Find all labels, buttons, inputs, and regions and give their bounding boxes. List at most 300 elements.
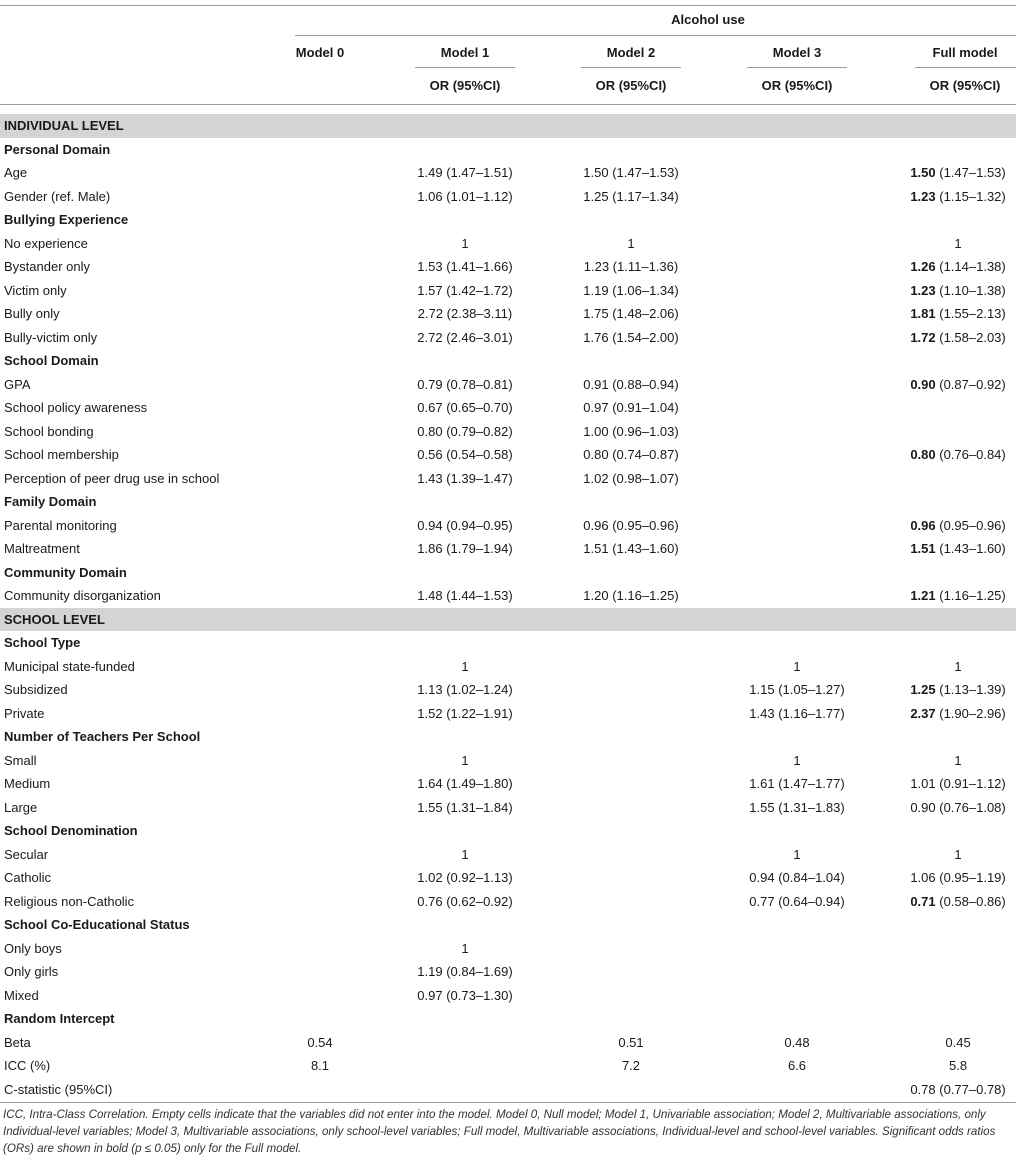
spacer [375, 890, 400, 914]
cell-model1: 1.13 (1.02–1.24) [417, 682, 513, 698]
or-ci: 1 [954, 658, 962, 674]
spacer [375, 584, 400, 608]
group-header-row [0, 138, 1016, 162]
cell-full-model [900, 890, 1016, 914]
table-row [0, 890, 1016, 914]
spacer [530, 537, 566, 561]
cell-full-model [900, 326, 1016, 350]
cell-full-model [900, 514, 1016, 538]
cell-full-model [900, 1031, 1016, 1055]
cell-model1: 2.72 (2.46–3.01) [417, 329, 513, 345]
spacer [530, 467, 566, 491]
cell-model1: 0.80 (0.79–0.82) [417, 423, 513, 439]
cell-model0 [265, 279, 375, 303]
cell-model0 [265, 655, 375, 679]
cell-model1: 1.55 (1.31–1.84) [417, 799, 513, 815]
cell-full-model [900, 843, 1016, 867]
table-row [0, 302, 1016, 326]
or-ci: 0.78 (0.77–0.78) [910, 1081, 1006, 1097]
cell-model0 [265, 796, 375, 820]
spacer [696, 255, 732, 279]
spacer [696, 749, 732, 773]
table-row [0, 420, 1016, 444]
results-table [0, 114, 1016, 1101]
group-label: Family Domain [4, 494, 97, 510]
spacer [696, 866, 732, 890]
spacer [530, 678, 566, 702]
cell-model1: 1.43 (1.39–1.47) [417, 470, 513, 486]
cell-model3 [732, 420, 862, 444]
spacer [862, 749, 900, 773]
cell-model0: 8.1 [310, 1058, 330, 1074]
cell-model3: 6.6 [787, 1058, 807, 1074]
cell-model2: 1.51 (1.43–1.60) [583, 541, 679, 557]
spacer [696, 302, 732, 326]
cell-model0 [265, 255, 375, 279]
spacer [696, 843, 732, 867]
cell-model1: 1.48 (1.44–1.53) [417, 588, 513, 604]
group-header-row [0, 819, 1016, 843]
cell-model3 [732, 373, 862, 397]
spacer [530, 749, 566, 773]
spacer [375, 984, 400, 1008]
spacer [375, 373, 400, 397]
cell-model3 [732, 937, 862, 961]
or-ci: (1.10–1.38) [935, 282, 1006, 298]
cell-model2: 1.00 (0.96–1.03) [583, 423, 679, 439]
spacer [862, 185, 900, 209]
spacer [375, 866, 400, 890]
cell-model2 [566, 678, 696, 702]
cell-model1: 1.49 (1.47–1.51) [417, 165, 513, 181]
cell-model1 [400, 1078, 530, 1102]
row-label: Mixed [4, 987, 39, 1003]
spacer [696, 1078, 732, 1102]
cell-model1: 1.57 (1.42–1.72) [417, 282, 513, 298]
or-ci: 0.45 [945, 1034, 971, 1050]
spacer [530, 890, 566, 914]
spacer [530, 185, 566, 209]
or-ci: (1.13–1.39) [935, 682, 1006, 698]
cell-model1: 0.67 (0.65–0.70) [417, 400, 513, 416]
table-row [0, 937, 1016, 961]
or-ci: (1.16–1.25) [935, 588, 1006, 604]
row-label: Catholic [4, 870, 51, 886]
cell-model2: 1.75 (1.48–2.06) [583, 306, 679, 322]
spacer [696, 232, 732, 256]
table-row [0, 396, 1016, 420]
cell-model0 [265, 866, 375, 890]
group-header-underline [295, 35, 1016, 36]
significant-or: 1.51 [910, 541, 936, 557]
spacer [862, 702, 900, 726]
row-label: Victim only [4, 282, 67, 298]
cell-model2: 1.23 (1.11–1.36) [583, 259, 679, 275]
spacer [696, 467, 732, 491]
cell-full-model [900, 1054, 1016, 1078]
significant-or: 0.96 [910, 517, 936, 533]
cell-model1: 0.79 (0.78–0.81) [417, 376, 513, 392]
spacer [862, 960, 900, 984]
cell-full-model [900, 373, 1016, 397]
cell-model2 [566, 772, 696, 796]
cell-model0 [265, 396, 375, 420]
spacer [530, 1054, 566, 1078]
group-header-alcohol-use: Alcohol use [671, 12, 745, 27]
spacer [530, 302, 566, 326]
significant-or: 1.23 [910, 282, 936, 298]
model1-underline [415, 67, 515, 68]
group-header-row [0, 208, 1016, 232]
spacer [696, 326, 732, 350]
cell-model2: 0.80 (0.74–0.87) [583, 447, 679, 463]
cell-full-model [900, 796, 1016, 820]
table-row [0, 772, 1016, 796]
cell-model1 [400, 1031, 530, 1055]
table-row [0, 185, 1016, 209]
column-header-model2: Model 2 [606, 45, 656, 60]
cell-full-model [900, 185, 1016, 209]
cell-model1: 0.97 (0.73–1.30) [417, 987, 513, 1003]
cell-full-model [900, 467, 1016, 491]
cell-model1: 1.53 (1.41–1.66) [417, 259, 513, 275]
cell-full-model [900, 937, 1016, 961]
cell-model1: 1 [461, 235, 469, 251]
cell-model2: 7.2 [621, 1058, 641, 1074]
cell-model1: 1 [461, 752, 469, 768]
cell-model3: 0.77 (0.64–0.94) [749, 893, 845, 909]
table-row [0, 537, 1016, 561]
row-label: Parental monitoring [4, 517, 117, 533]
or-ci: 5.8 [949, 1058, 968, 1074]
row-label: Only girls [4, 964, 59, 980]
cell-model1: 1.86 (1.79–1.94) [417, 541, 513, 557]
column-header-model1: Model 1 [440, 45, 490, 60]
spacer [862, 1031, 900, 1055]
spacer [696, 185, 732, 209]
spacer [696, 702, 732, 726]
spacer [375, 772, 400, 796]
group-label: School Type [4, 635, 81, 651]
cell-full-model [900, 960, 1016, 984]
cell-model1: 1.64 (1.49–1.80) [417, 776, 513, 792]
spacer [375, 185, 400, 209]
significant-or: 1.72 [910, 329, 936, 345]
cell-model3 [732, 396, 862, 420]
significant-or: 2.37 [910, 705, 936, 721]
spacer [530, 702, 566, 726]
group-header-row [0, 913, 1016, 937]
cell-model2 [566, 937, 696, 961]
row-label: No experience [4, 235, 88, 251]
or-ci: (0.76–0.84) [935, 447, 1006, 463]
cell-model3: 1 [793, 658, 801, 674]
section-header-row [0, 114, 1016, 138]
spacer [530, 772, 566, 796]
cell-model3 [732, 514, 862, 538]
spacer [530, 984, 566, 1008]
table-row [0, 326, 1016, 350]
cell-model3 [732, 302, 862, 326]
significant-or: 1.50 [910, 165, 936, 181]
cell-model3: 1 [793, 752, 801, 768]
column-header-full-model: Full model [932, 45, 998, 60]
or-ci: 1 [954, 752, 962, 768]
spacer [530, 514, 566, 538]
group-label: Community Domain [4, 564, 127, 580]
row-label: Bully only [4, 306, 60, 322]
cell-model0 [265, 537, 375, 561]
spacer [696, 655, 732, 679]
cell-full-model [900, 584, 1016, 608]
group-label: School Denomination [4, 823, 138, 839]
cell-model1: 1 [461, 846, 469, 862]
table-row [0, 514, 1016, 538]
cell-full-model [900, 655, 1016, 679]
spacer [696, 984, 732, 1008]
spacer [375, 1054, 400, 1078]
cell-model0 [265, 960, 375, 984]
spacer [862, 937, 900, 961]
spacer [375, 443, 400, 467]
cell-model3 [732, 537, 862, 561]
or-ci: 1.06 (0.95–1.19) [910, 870, 1006, 886]
cell-model1: 1.19 (0.84–1.69) [417, 964, 513, 980]
cell-full-model [900, 232, 1016, 256]
table-row [0, 232, 1016, 256]
model2-underline [581, 67, 681, 68]
table-row [0, 984, 1016, 1008]
spacer [530, 1031, 566, 1055]
section-header-row [0, 608, 1016, 632]
spacer [862, 843, 900, 867]
cell-model0 [265, 467, 375, 491]
significant-or: 1.21 [910, 588, 936, 604]
row-label: Municipal state-funded [4, 658, 135, 674]
spacer [375, 655, 400, 679]
spacer [696, 1031, 732, 1055]
or-ci: (1.90–2.96) [935, 705, 1006, 721]
cell-model3: 1.15 (1.05–1.27) [749, 682, 845, 698]
table-row [0, 866, 1016, 890]
spacer [696, 890, 732, 914]
table-row [0, 1054, 1016, 1078]
cell-model1: 0.94 (0.94–0.95) [417, 517, 513, 533]
cell-model2: 1.76 (1.54–2.00) [583, 329, 679, 345]
spacer [375, 537, 400, 561]
spacer [530, 584, 566, 608]
full-underline [915, 67, 1016, 68]
table-row [0, 443, 1016, 467]
row-label: Subsidized [4, 682, 68, 698]
cell-model2: 1.02 (0.98–1.07) [583, 470, 679, 486]
spacer [530, 279, 566, 303]
row-label: Community disorganization [4, 588, 161, 604]
spacer [862, 420, 900, 444]
spacer [530, 796, 566, 820]
cell-model0 [265, 749, 375, 773]
header-bottom-rule [0, 104, 1016, 105]
spacer [696, 796, 732, 820]
spacer [530, 373, 566, 397]
row-label: School bonding [4, 423, 94, 439]
spacer [530, 232, 566, 256]
cell-model3: 1 [793, 846, 801, 862]
cell-model0 [265, 702, 375, 726]
cell-model2 [566, 702, 696, 726]
or-ci: (1.55–2.13) [935, 306, 1006, 322]
row-label: Only boys [4, 940, 62, 956]
cell-model0 [265, 584, 375, 608]
cell-model0 [265, 373, 375, 397]
row-label: Gender (ref. Male) [4, 188, 111, 204]
spacer [375, 843, 400, 867]
cell-model3 [732, 984, 862, 1008]
significant-or: 1.23 [910, 188, 936, 204]
table-row [0, 655, 1016, 679]
spacer [862, 232, 900, 256]
cell-model3: 0.48 [784, 1034, 810, 1050]
or-ci: (1.14–1.38) [935, 259, 1006, 275]
spacer [375, 1031, 400, 1055]
row-label: Large [4, 799, 38, 815]
section-label: INDIVIDUAL LEVEL [0, 114, 1016, 138]
spacer [696, 161, 732, 185]
section-label: SCHOOL LEVEL [0, 608, 1016, 632]
row-label: ICC (%) [4, 1058, 51, 1074]
cell-model0 [265, 161, 375, 185]
significant-or: 1.26 [910, 259, 936, 275]
row-label: Bystander only [4, 259, 90, 275]
spacer [375, 326, 400, 350]
spacer [375, 678, 400, 702]
spacer [696, 1054, 732, 1078]
column-header-model3: Model 3 [772, 45, 822, 60]
table-row [0, 255, 1016, 279]
group-label: Personal Domain [4, 141, 111, 157]
spacer [862, 984, 900, 1008]
cell-model0 [265, 232, 375, 256]
table-row [0, 1078, 1016, 1102]
table-row [0, 161, 1016, 185]
spacer [530, 866, 566, 890]
or-ci: (0.87–0.92) [935, 376, 1006, 392]
spacer [696, 678, 732, 702]
cell-model1: 1.02 (0.92–1.13) [417, 870, 513, 886]
cell-model2 [566, 890, 696, 914]
spacer [696, 937, 732, 961]
spacer [696, 373, 732, 397]
spacer [530, 960, 566, 984]
cell-model1: 1 [461, 940, 469, 956]
cell-model1: 0.76 (0.62–0.92) [417, 893, 513, 909]
cell-model2 [566, 866, 696, 890]
spacer [862, 1054, 900, 1078]
spacer [530, 443, 566, 467]
or-ci: (0.58–0.86) [935, 893, 1006, 909]
cell-model0 [265, 937, 375, 961]
cell-model3 [732, 232, 862, 256]
cell-full-model [900, 396, 1016, 420]
spacer [862, 255, 900, 279]
table-row [0, 702, 1016, 726]
group-header-row [0, 1007, 1016, 1031]
cell-model1: 0.56 (0.54–0.58) [417, 447, 513, 463]
spacer [696, 279, 732, 303]
spacer [862, 866, 900, 890]
table-row [0, 960, 1016, 984]
spacer [862, 796, 900, 820]
spacer [375, 960, 400, 984]
cell-model0 [265, 890, 375, 914]
spacer [530, 326, 566, 350]
row-label: Perception of peer drug use in school [4, 470, 220, 486]
spacer [375, 255, 400, 279]
cell-model2: 0.51 [618, 1034, 644, 1050]
row-label: Secular [4, 846, 49, 862]
cell-model3: 1.55 (1.31–1.83) [749, 799, 845, 815]
cell-model3: 1.43 (1.16–1.77) [749, 705, 845, 721]
spacer [862, 584, 900, 608]
spacer [696, 420, 732, 444]
spacer [862, 443, 900, 467]
or-ci: (1.58–2.03) [935, 329, 1006, 345]
spacer [530, 420, 566, 444]
significant-or: 0.71 [910, 893, 936, 909]
table-row [0, 1031, 1016, 1055]
cell-model0 [265, 678, 375, 702]
cell-model0 [265, 772, 375, 796]
group-header-row [0, 349, 1016, 373]
cell-full-model [900, 749, 1016, 773]
cell-model3: 0.94 (0.84–1.04) [749, 870, 845, 886]
cell-full-model [900, 302, 1016, 326]
spacer [862, 890, 900, 914]
spacer [375, 796, 400, 820]
spacer [696, 772, 732, 796]
cell-model2: 1 [627, 235, 635, 251]
group-label: Bullying Experience [4, 212, 129, 228]
or-header-model3: OR (95%CI) [761, 78, 833, 93]
table-row [0, 843, 1016, 867]
spacer [862, 326, 900, 350]
or-ci: (1.47–1.53) [935, 165, 1006, 181]
or-ci: 1 [954, 235, 962, 251]
cell-model0: 0.54 [307, 1034, 333, 1050]
spacer [862, 655, 900, 679]
cell-model2: 1.25 (1.17–1.34) [583, 188, 679, 204]
significant-or: 1.81 [910, 306, 936, 322]
top-rule [0, 5, 1016, 6]
group-label: School Domain [4, 353, 99, 369]
cell-full-model [900, 443, 1016, 467]
significant-or: 0.90 [910, 376, 936, 392]
cell-model2 [566, 796, 696, 820]
cell-model2: 1.20 (1.16–1.25) [583, 588, 679, 604]
significant-or: 1.25 [910, 682, 936, 698]
cell-model2 [566, 1078, 696, 1102]
cell-model2 [566, 960, 696, 984]
spacer [375, 420, 400, 444]
cell-model0 [265, 984, 375, 1008]
cell-model0 [265, 443, 375, 467]
spacer [375, 396, 400, 420]
cell-model3 [732, 255, 862, 279]
cell-model2 [566, 655, 696, 679]
cell-full-model [900, 420, 1016, 444]
spacer [375, 232, 400, 256]
cell-full-model [900, 866, 1016, 890]
